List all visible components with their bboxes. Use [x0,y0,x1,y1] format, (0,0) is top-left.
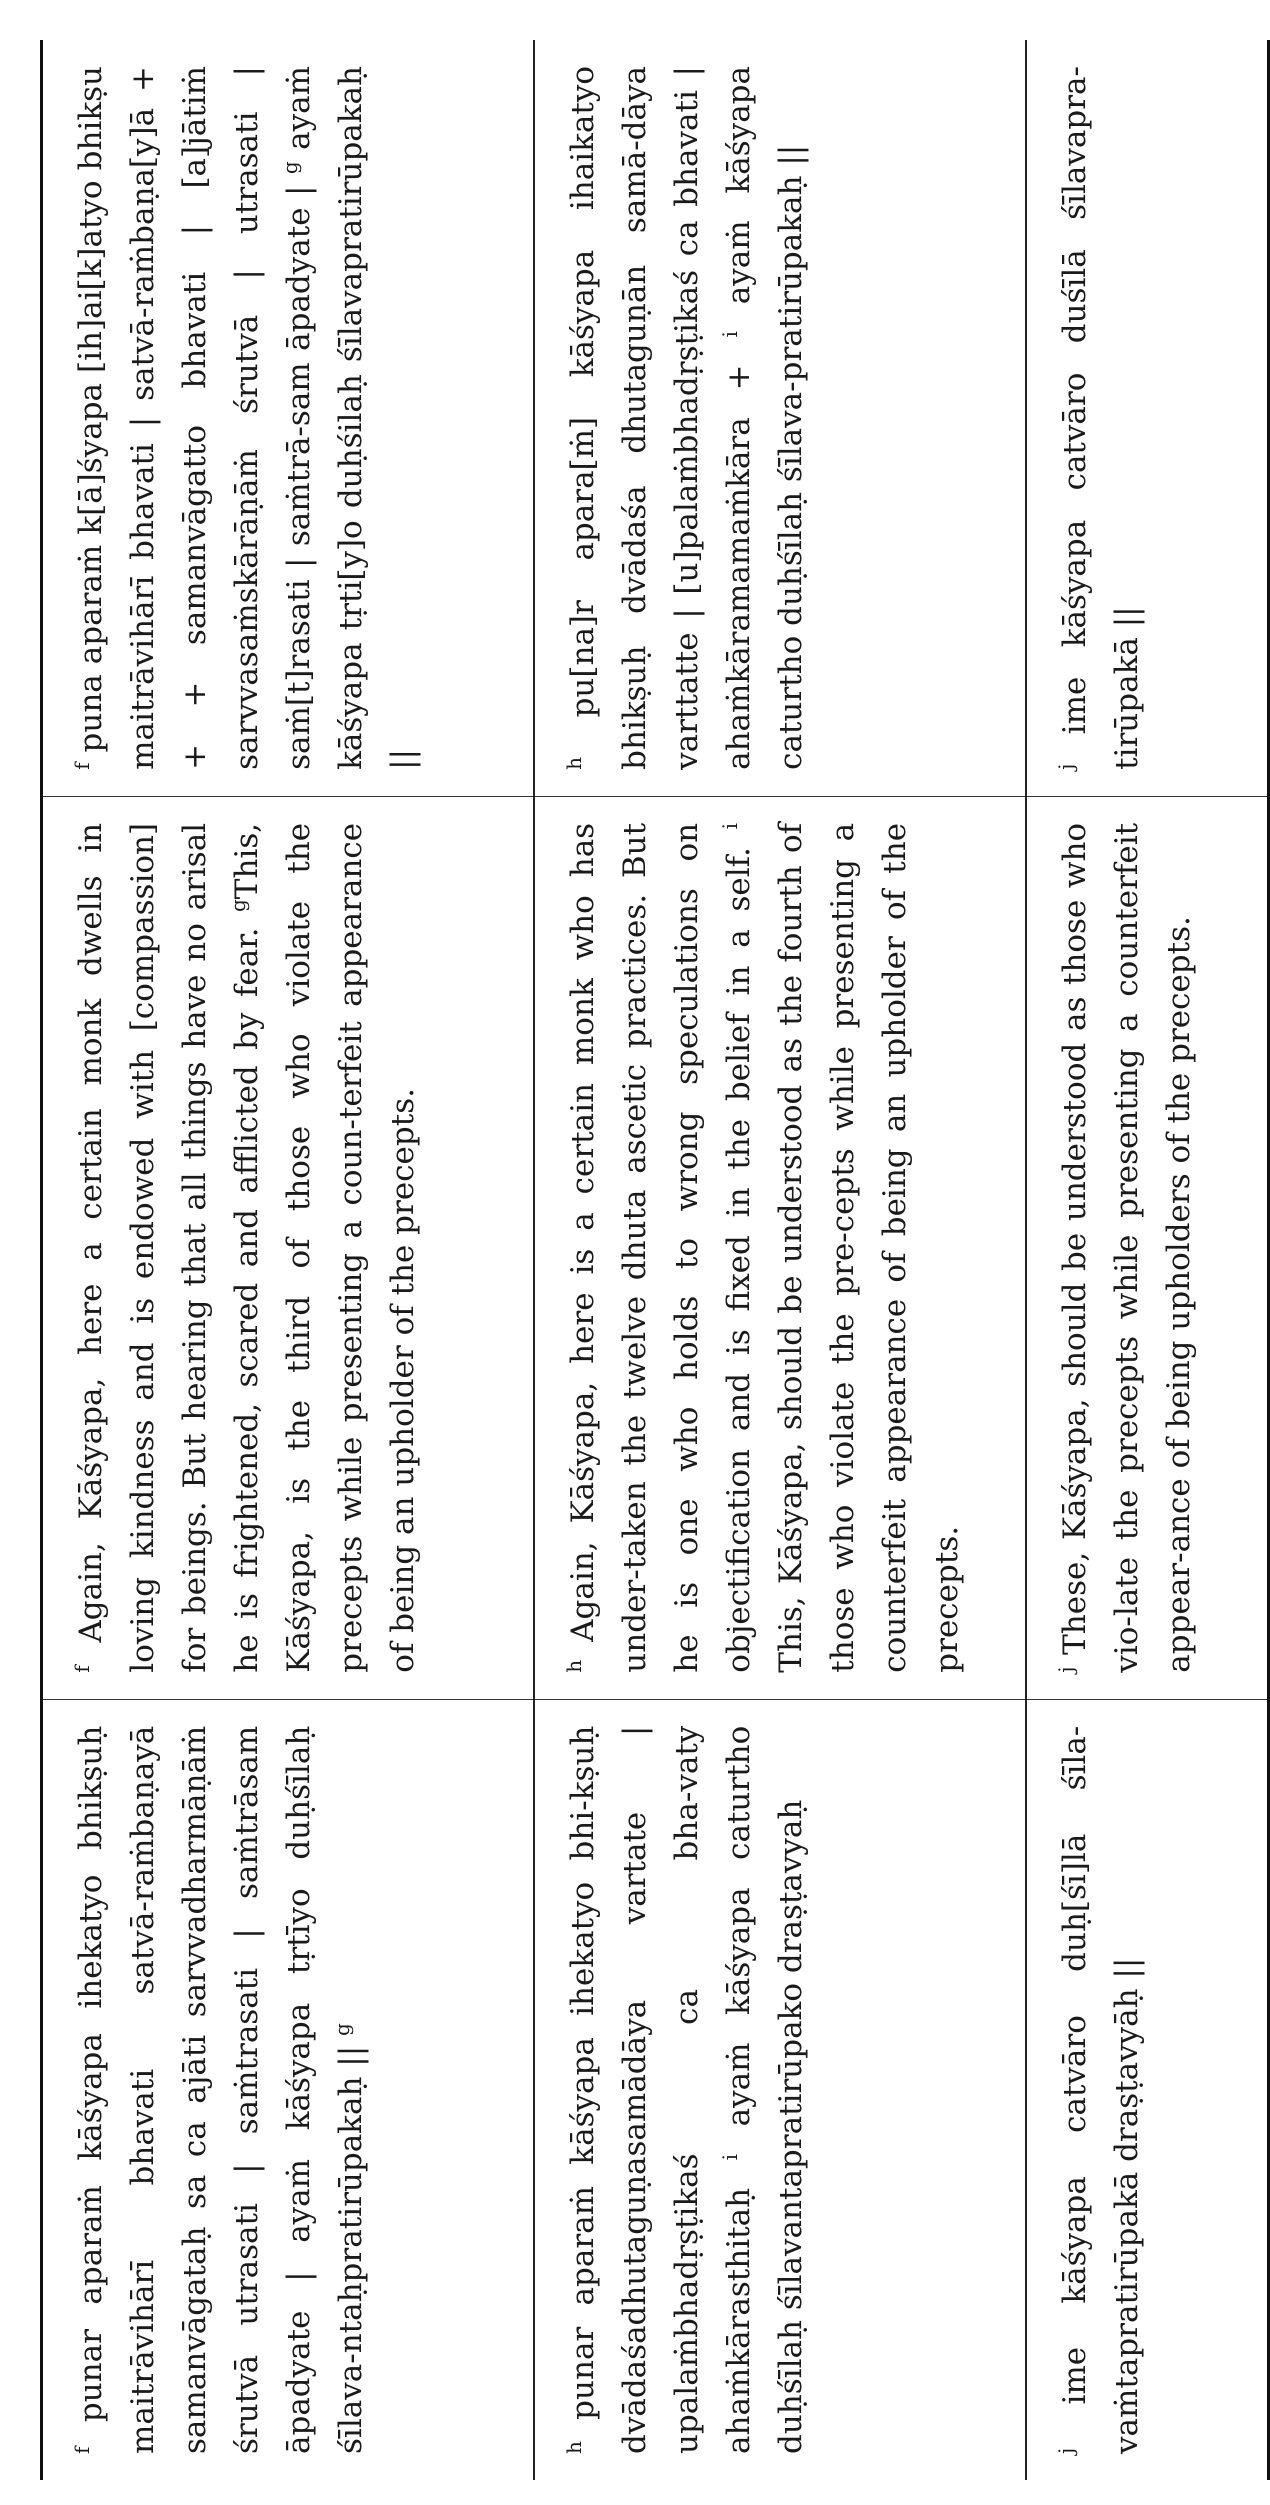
english-text: This, Kāśyapa, should be understood as the fourth of those who violate the pre-cepts while presenting a counterfeit appearance of being an upholder of the precepts. [773,822,965,1673]
sanskrit-text: ayaṁ kāśyapa caturtho duḥśīlaḥ śīlavantapratirūpako draṣṭavyaḥ [721,1725,809,2454]
english-text: This, Kāśyapa, is the third of those who violate the precepts while presenting a coun-terfeit appearance of being an upholder of the precepts. [229,822,421,1673]
parallel-text-table [40,40,1270,2480]
table-row [534,40,1026,2480]
note-marker: i [718,822,742,830]
english-text: Again, Kāśyapa, here is a certain monk who has under-taken the twelve dhuta ascetic practices. But he is one who holds to wrong speculations on objectification and is fixed in the belief in a self. [565,822,757,1673]
english-text: Again, Kāśyapa, here a certain monk dwells in loving kindness and is endowed with [compassion] for beings. But hearing that all things have no arisal he is frightened, scared and afflicted by fear. [73,822,265,1673]
sanskrit-text: ime kāśyapa catvāro duśīlā śīlavapra-tirūpakā || [1057,66,1145,770]
sanskrit-text: pu[na]r apara[ṁ] kāśyapa ihaikatyo bhikṣuḥ dvādaśa dhutaguṇān samā-dāya varttatte | [u]palaṁbhadṛṣṭikaś ca bhavati | ahaṁkāramamaṁkāra + [565,66,757,770]
sanskrit-text: ayaṁ kāśyapa caturtho duḥśīlaḥ śīlava-pratirūpakaḥ || [721,66,809,770]
note-marker: h [562,1659,586,1673]
english-cell [1026,796,1269,1699]
note-marker: i [718,331,742,338]
note-marker: i [718,2153,742,2161]
note-marker: g [330,2023,354,2036]
sanskrit-text: punar aparaṁ kāśyapa ihekatyo bhikṣuḥ maitrāvihārī bhavati satvā-raṁbaṇayā samanvāgataḥ sa ca ajāti sarvvadharmāṇāṁ śrutvā utrasati | saṁtrasati | saṁtrāsam āpadyate | ayaṁ kāśyapa tṛtīyo duḥśīlaḥ śīlava-ntaḥpratirūpakaḥ || [73,1725,369,2454]
sanskrit-cell-a [1026,1699,1269,2480]
sanskrit-cell-b [42,40,535,796]
note-marker: g [278,161,302,175]
note-marker: j [1054,1666,1078,1673]
note-marker: j [1054,2447,1078,2454]
sanskrit-text: puna aparaṁ k[ā]śyapa [ih]ai[k]atyo bhikṣu maitrāvihārī bhavati | satvā-raṁbaṇa[y]ā + + + samanvāgatto bhavati | [a]jātiṁ sarvvasaṁskārāṇāṁ śrutvā | utrasati | saṁ[t]rasati | saṁtrā-sam āpadyate | [73,66,317,770]
note-marker: j [1054,763,1078,770]
note-marker: g [226,899,250,913]
sanskrit-text: ayaṁ kāśyapa tṛti[y]o duḥśilaḥ śīlavapratirūpakaḥ || [281,66,421,770]
english-text: These, Kāśyapa, should be understood as those who vio-late the precepts while presenting a counterfeit appear-ance of being upholders of the precepts. [1057,822,1197,1673]
table-row [1026,40,1269,2480]
sanskrit-cell-b [1026,40,1269,796]
sanskrit-text: punar aparaṁ kāśyapa ihekatyo bhi-kṣuḥ dvādaśadhutaguṇasamādāya vartate | upalaṁbhadṛṣṭikaś ca bha-vaty ahaṁkārasthitaḥ [565,1725,757,2454]
table-row [42,40,535,2480]
note-marker: f [70,762,94,770]
english-cell [42,796,535,1699]
sanskrit-cell-a [42,1699,535,2480]
note-marker: h [562,2441,586,2454]
note-marker: f [70,1665,94,1673]
sanskrit-cell-a [534,1699,1026,2480]
note-marker: h [562,757,586,770]
sanskrit-cell-b [534,40,1026,796]
sanskrit-text: ime kāśyapa catvāro duḥ[śī]lā śīla-vaṁtapratirūpakā draṣṭavyāḥ || [1057,1725,1145,2454]
english-cell [534,796,1026,1699]
note-marker: f [70,2446,94,2454]
